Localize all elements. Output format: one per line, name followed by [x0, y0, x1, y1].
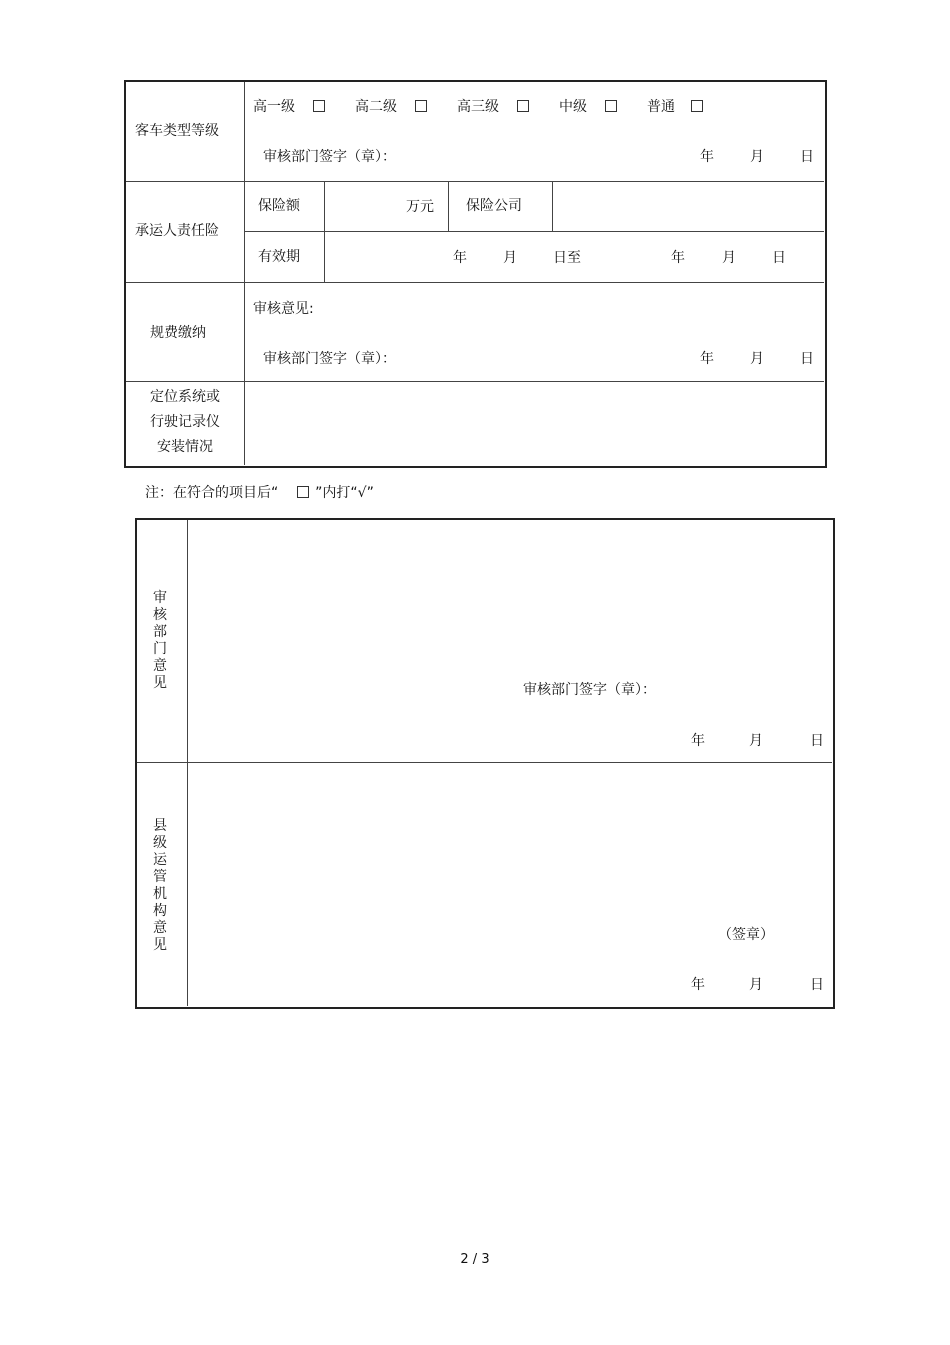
note-suffix: ”内打“√” [315, 485, 374, 501]
label-char: 意 [153, 920, 167, 936]
label-char: 管 [153, 869, 167, 885]
date-month: 月 [750, 351, 764, 367]
table1-col-divider [244, 82, 245, 465]
grade-option-3[interactable] [457, 96, 529, 116]
label-char: 县 [153, 818, 167, 834]
label-char: 审 [153, 590, 167, 606]
review-sign-label: 审核部门签字（章）： [523, 682, 656, 698]
table1-row-divider-1 [126, 181, 824, 182]
table1-insurance-divider-b [448, 181, 449, 231]
date-day: 日 [810, 733, 824, 749]
period-start-day: 日至 [553, 250, 581, 266]
grade-option-label: 高一级 [253, 99, 295, 115]
checkbox-icon[interactable] [691, 100, 703, 112]
date-year: 年 [691, 977, 705, 993]
insurance-amount-label: 保险额 [258, 198, 300, 214]
label-char: 机 [153, 886, 167, 902]
review-sign-label: 审核部门签字（章）： [263, 351, 396, 367]
label-char: 构 [153, 903, 167, 919]
label-char: 级 [153, 835, 167, 851]
label-char: 见 [153, 937, 167, 953]
note-text [145, 482, 374, 502]
date-month: 月 [749, 733, 763, 749]
grade-option-label: 普通 [647, 99, 675, 115]
checkbox-icon[interactable] [517, 100, 529, 112]
date-day: 日 [800, 149, 814, 165]
period-end-day: 日 [772, 250, 786, 266]
grade-option-label: 高三级 [457, 99, 499, 115]
carrier-insurance-label: 承运人责任险 [135, 223, 219, 239]
date-year: 年 [700, 351, 714, 367]
label-line: 行驶记录仪 [150, 414, 220, 430]
checkbox-icon[interactable] [415, 100, 427, 112]
date-month: 月 [750, 149, 764, 165]
period-end-month: 月 [722, 250, 736, 266]
table1-insurance-divider-a [324, 181, 325, 282]
review-opinion-label: 审核意见: [253, 301, 314, 317]
review-sign-label: 审核部门签字（章）： [263, 149, 396, 165]
label-char: 运 [153, 852, 167, 868]
table1-row-divider-insurance [244, 231, 824, 232]
date-day: 日 [810, 977, 824, 993]
grade-option-2[interactable] [355, 96, 427, 116]
stamp-label: （签章） [718, 927, 774, 943]
checkbox-icon[interactable] [313, 100, 325, 112]
date-day: 日 [800, 351, 814, 367]
checkbox-icon [297, 486, 309, 498]
label-char: 核 [153, 607, 167, 623]
note-prefix: 注：在符合的项目后“ [145, 485, 279, 501]
insurance-amount-unit: 万元 [406, 199, 434, 215]
table1-insurance-divider-c [552, 181, 553, 231]
date-year: 年 [700, 149, 714, 165]
label-line: 安装情况 [157, 439, 213, 455]
page-number: 2 / 3 [460, 1252, 490, 1267]
grade-option-1[interactable] [253, 96, 325, 116]
period-start-month: 月 [503, 250, 517, 266]
table2-row-divider [137, 762, 832, 763]
period-start-year: 年 [453, 250, 467, 266]
grade-option-4[interactable] [559, 96, 617, 116]
label-char: 部 [153, 624, 167, 640]
validity-period-label: 有效期 [258, 249, 300, 265]
fee-payment-label: 规费缴纳 [150, 325, 206, 341]
label-char: 见 [153, 675, 167, 691]
insurance-company-label: 保险公司 [466, 198, 522, 214]
date-year: 年 [691, 733, 705, 749]
label-line: 定位系统或 [150, 389, 220, 405]
gps-recorder-label [126, 385, 244, 460]
review-dept-opinion-label [150, 590, 170, 692]
table1-row-divider-3 [126, 381, 824, 382]
grade-option-label: 高二级 [355, 99, 397, 115]
period-end-year: 年 [671, 250, 685, 266]
table2-col-divider [187, 520, 188, 1006]
county-transport-opinion-label [150, 818, 170, 954]
label-char: 门 [153, 641, 167, 657]
grade-option-5[interactable] [647, 96, 703, 116]
date-month: 月 [749, 977, 763, 993]
checkbox-icon[interactable] [605, 100, 617, 112]
bus-grade-label: 客车类型等级 [135, 123, 219, 139]
label-char: 意 [153, 658, 167, 674]
grade-option-label: 中级 [559, 99, 587, 115]
table1-row-divider-2 [126, 282, 824, 283]
